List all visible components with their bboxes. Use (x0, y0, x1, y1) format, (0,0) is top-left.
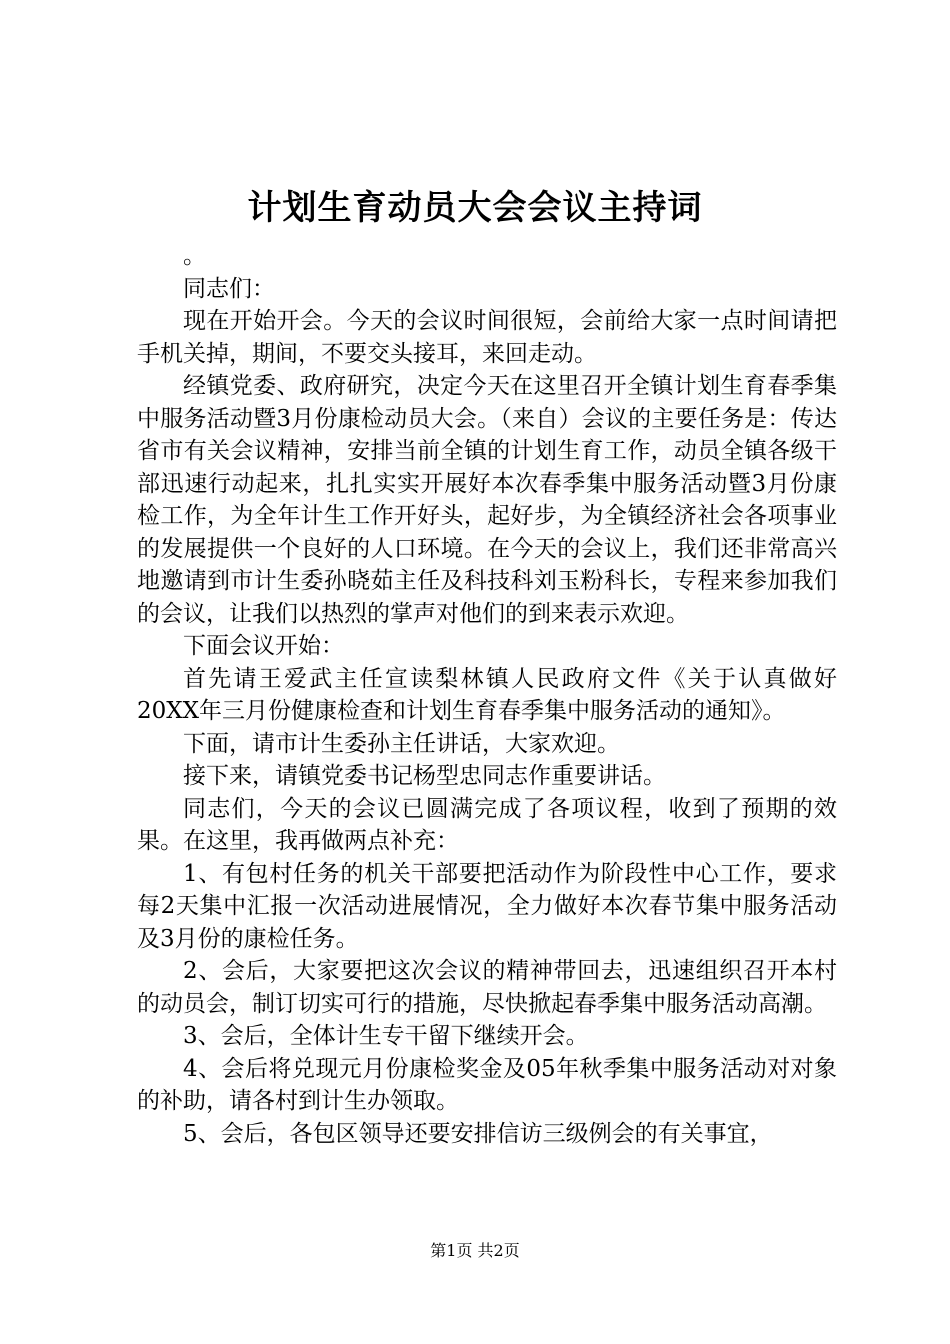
paragraph: 3、会后，全体计生专干留下继续开会。 (183, 1023, 589, 1049)
paragraph: 下面会议开始： (183, 633, 344, 659)
paragraph: 经镇党委、政府研究，决定今天在这里召开全镇计划生育春季集中服务活动暨3月份康检动员大会。（来自）会议的主要任务是：传达省市有关会议精神，安排当前全镇的计划生育工作，动员全镇各级干部迅速行动起来，扎扎实实开展好本次春季集中服务活动暨3月份康检工作，为全年计生工作开好头，起好步，为全镇经济社会各项事业的发展提供一个良好的人口环境。在今天的会议上，我们还非常高兴地邀请到市计生委孙晓茹主任及科技科刘玉粉科长，专程来参加我们的会议，让我们以热烈的掌声对他们的到来表示欢迎。 (137, 373, 837, 627)
paragraph: 同志们： (183, 275, 275, 302)
paragraph: 5、会后，各包区领导还要安排信访三级例会的有关事宜， (183, 1120, 773, 1147)
paragraph: 2、会后，大家要把这次会议的精神带回去，迅速组织召开本村的动员会，制订切实可行的措施，尽快掀起春季集中服务活动高潮。 (137, 958, 837, 1017)
paragraph: 1、有包村任务的机关干部要把活动作为阶段性中心工作，要求每2天集中汇报一次活动进展情况，全力做好本次春节集中服务活动及3月份的康检任务。 (137, 860, 837, 952)
paragraph: 下面，请市计生委孙主任讲话，大家欢迎。 (183, 730, 620, 757)
paragraph: 接下来，请镇党委书记杨型忠同志作重要讲话。 (183, 763, 666, 789)
paragraph: 4、会后将兑现元月份康检奖金及05年秋季集中服务活动对对象的补助，请各村到计生办领取。 (137, 1055, 837, 1114)
paragraph: 。 (183, 243, 206, 269)
paragraph: 现在开始开会。今天的会议时间很短，会前给大家一点时间请把手机关掉，期间，不要交头接耳，来回走动。 (137, 308, 837, 367)
page-footer: 第1页 共2页 (430, 1241, 520, 1260)
paragraph: 同志们，今天的会议已圆满完成了各项议程，收到了预期的效果。在这里，我再做两点补充： (137, 795, 837, 854)
document-body (137, 240, 837, 1150)
paragraph: 首先请王爱武主任宣读梨林镇人民政府文件《关于认真做好20XX年三月份健康检查和计划生育春季集中服务活动的通知》。 (137, 665, 837, 724)
document-title: 计划生育动员大会会议主持词 (247, 188, 703, 228)
